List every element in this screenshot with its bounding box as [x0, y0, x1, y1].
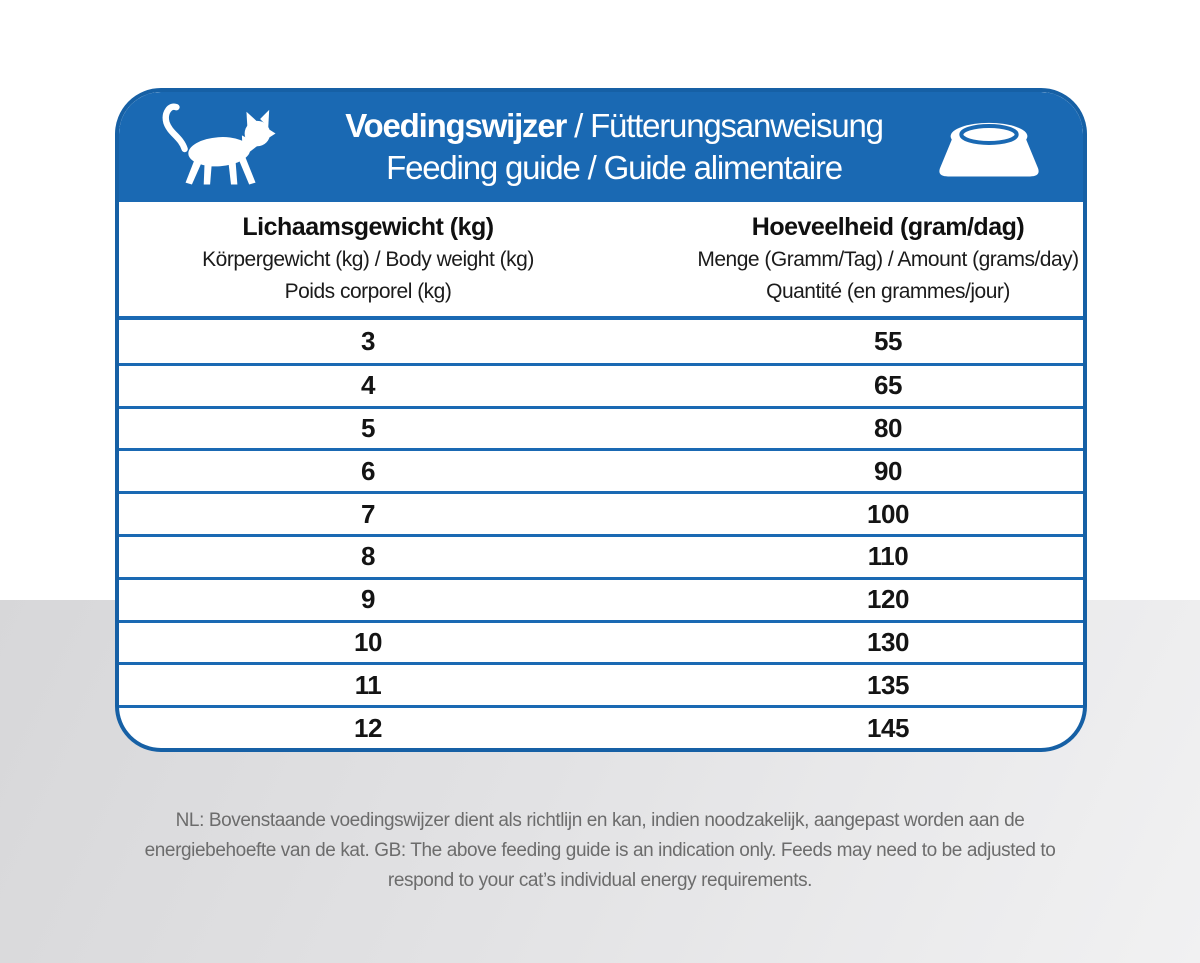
weight-value: 8: [361, 541, 375, 572]
table-row: [119, 491, 1083, 534]
weight-value: 10: [354, 626, 382, 657]
amount-value: 100: [867, 498, 909, 529]
amount-value: 55: [874, 325, 902, 356]
table-row: [119, 320, 1083, 363]
table-row: [119, 448, 1083, 491]
cat-silhouette-icon: [145, 99, 297, 199]
weight-value: 9: [361, 584, 375, 615]
table-row: [119, 662, 1083, 705]
amount-value: 110: [867, 541, 909, 572]
feeding-guide-disclaimer: NL: Bovenstaande voedingswijzer dient als richtlijn en kan, indien noodzakelijk, aangepast worden aan de energiebehoefte van de kat. GB: The above feeding guide is an indication only. Feeds may need to be adjusted to respond to your cat’s individual energy requirements.: [144, 810, 1056, 891]
title-line-2: Feeding guide / Guide alimentaire: [386, 149, 842, 186]
table-column-headers: [119, 202, 1083, 320]
feeding-guide-rows: [119, 320, 1083, 748]
pet-bowl-icon: [931, 105, 1047, 189]
table-row: [119, 363, 1083, 406]
column-subtitle-amount-2: Quantité (en grammes/jour): [766, 280, 1010, 303]
feeding-guide-titles: [297, 105, 931, 189]
column-title-amount: Hoeveelheid (gram/dag): [751, 213, 1025, 241]
title-separator: /: [566, 107, 591, 144]
table-row: [119, 620, 1083, 663]
title-primary: Voedingswijzer: [345, 107, 567, 144]
title-secondary: Fütterungsanweisung: [590, 107, 883, 144]
table-row: [119, 406, 1083, 449]
title-line-1: [297, 105, 931, 147]
weight-value: 4: [361, 370, 375, 401]
amount-value: 80: [874, 412, 902, 443]
feeding-guide-card: [115, 88, 1087, 752]
weight-value: 11: [354, 669, 382, 700]
weight-value: 3: [361, 325, 375, 356]
column-header-amount: [647, 210, 1087, 308]
amount-value: 145: [867, 712, 909, 743]
table-row: [119, 577, 1083, 620]
table-row: [119, 534, 1083, 577]
column-header-weight: [127, 210, 609, 308]
weight-value: 5: [361, 412, 375, 443]
weight-value: 6: [361, 455, 375, 486]
feeding-guide-header: [119, 92, 1083, 202]
table-row: [119, 705, 1083, 748]
weight-value: 7: [361, 498, 375, 529]
amount-value: 130: [867, 626, 909, 657]
column-subtitle-amount-1: Menge (Gramm/Tag) / Amount (grams/day): [697, 248, 1079, 271]
amount-value: 135: [867, 669, 909, 700]
amount-value: 65: [874, 370, 902, 401]
weight-value: 12: [354, 712, 382, 743]
column-subtitle-weight-2: Poids corporel (kg): [284, 280, 452, 303]
amount-value: 120: [867, 584, 909, 615]
amount-value: 90: [874, 455, 902, 486]
footer-note-area: [0, 806, 1200, 896]
column-title-weight: Lichaamsgewicht (kg): [242, 213, 494, 241]
column-subtitle-weight-1: Körpergewicht (kg) / Body weight (kg): [202, 248, 534, 271]
